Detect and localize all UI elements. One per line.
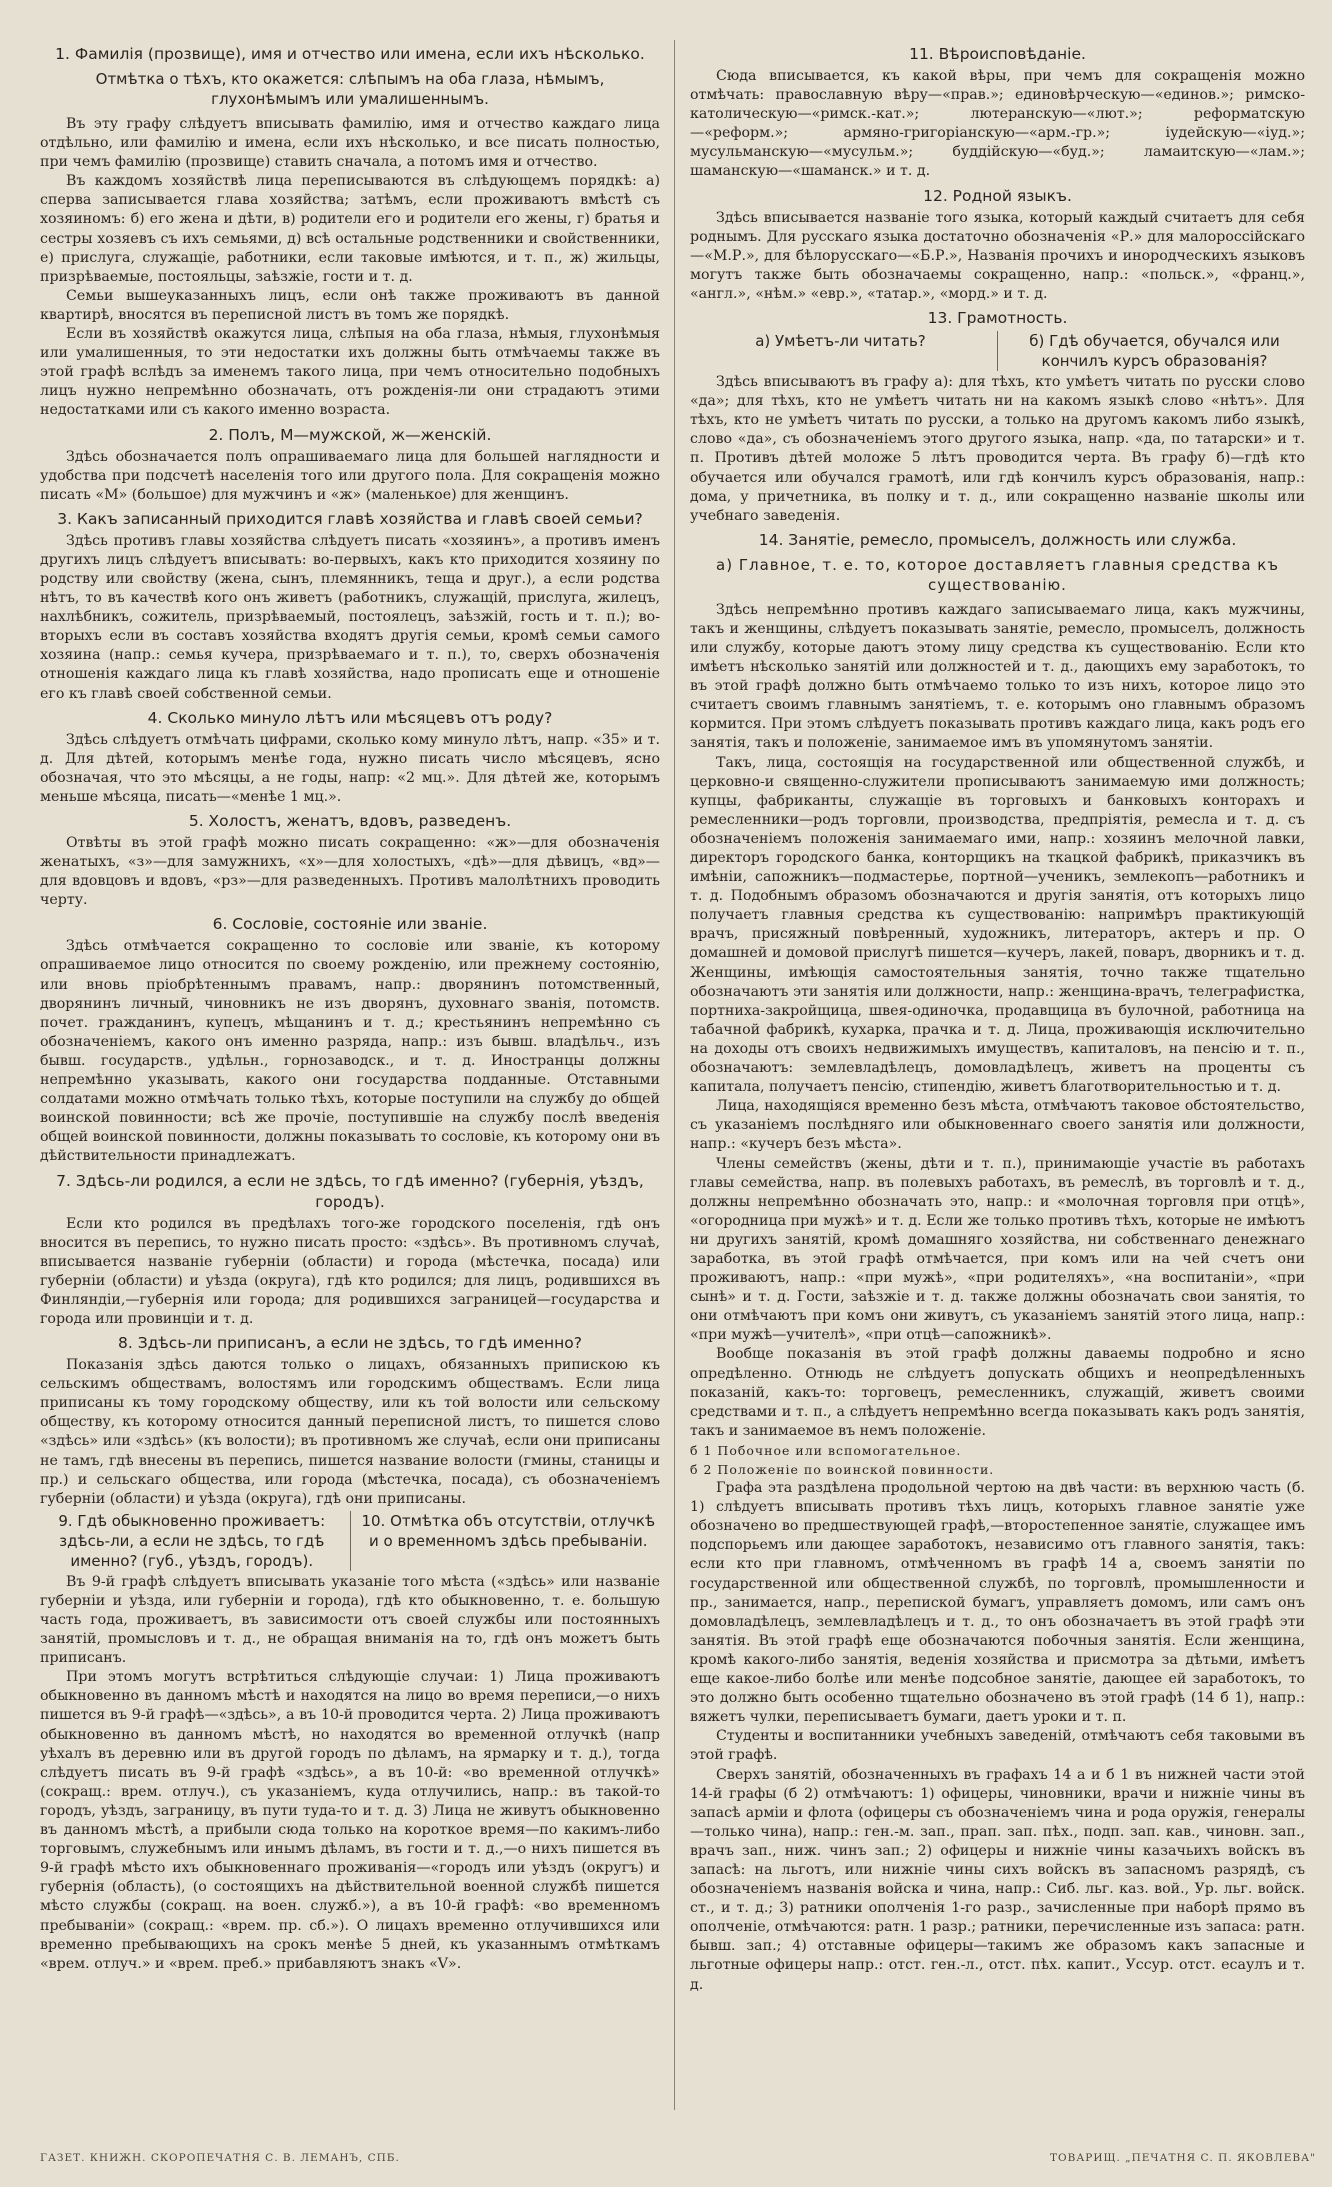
- printer-imprint-right: ТОВАРИЩ. „ПЕЧАТНЯ С. П. ЯКОВЛЕВА": [1050, 2152, 1316, 2164]
- section-6-title: 6. Сословіе, состояніе или званіе.: [212, 915, 488, 934]
- paragraph: Здѣсь противъ главы хозяйства слѣдуетъ писать «хозяинъ», а противъ именъ другихъ лицъ слѣдуетъ вписывать: во-первыхъ, какъ кто приходится хозяину по родству или свойству (жена, сынъ, племянникъ, теща и друг.), а если родства нѣтъ, то въ качествѣ кого онъ живетъ (работникъ, служащій, прислуга, жилецъ, нахлѣбникъ, сожитель, призрѣваемый, постоялецъ, заѣзжій, гость и т. п.); во-вторыхъ если въ составъ хозяйства входятъ другія семьи, кромѣ семьи самого хозяина (напр.: семья кучера, призрѣваемаго и т. п.), то, сверхъ обозначенія отношенія каждаго лица къ главѣ хозяйства, надо прописать еще и отношеніе его къ главѣ своей собственной семьи.: [40, 532, 660, 702]
- paragraph: Такъ, лица, состоящія на государственной или общественной службѣ, и церковно-и священно-служители прописываютъ занимаемую ими должность; купцы, фабриканты, служащіе въ торговыхъ и банковыхъ конторахъ и ремесленники—родъ торговли, производства, предпріятія, ремесла и т. д. съ обозначеніемъ положенія занимаемаго ими, напр.: хозяинъ мелочной лавки, директоръ городского банка, конторщикъ на ткацкой фабрикѣ, приказчикъ въ имѣніи, сапожникъ—подмастерье, портной—ученикъ, землекопъ—работникъ и т. д. Подобнымъ образомъ обозначаются и другія занятія, отъ которыхъ лицо получаетъ главныя средства къ существованію: напримѣръ практикующій врачъ, присяжный повѣренный, художникъ, литераторъ, актеръ и пр. О домашней и домовой прислугѣ пишется—кучеръ, лакей, поваръ, дворникъ и т. д. Женщины, имѣющія самостоятельныя занятія, точно также тщательно обозначаютъ эти занятія или должности, напр.: женщина-врачъ, телеграфистка, портниха-закройщица, швея-одиночка, продавщица въ булочной, работница на табачной фабрикѣ, кухарка, прачка и т. д. Лица, проживающія исключительно на доходы отъ своихъ недвижимыхъ имуществъ, капиталовъ, на пенсію и т. п., обозначаютъ: землевладѣлецъ, домовладѣлецъ, живетъ на проценты съ капитала, получаетъ пенсію, стипендію, живетъ благотворительностью и т. д.: [690, 754, 1305, 1096]
- paragraph: Отвѣты въ этой графѣ можно писать сокращенно: «ж»—для обозначенія женатыхъ, «з»—для замужнихъ, «х»—для холостыхъ, «дѣ»—для дѣвицъ, «вд»—для вдовцовъ и вдовъ, «рз»—для разведенныхъ. Противъ малолѣтнихъ проводить черту.: [40, 835, 660, 909]
- section-4-title: 4. Сколько минуло лѣтъ или мѣсяцевъ отъ роду?: [147, 708, 553, 727]
- left-column: [40, 40, 660, 2120]
- section-3-title: 3. Какъ записанный приходится главѣ хозяйства и главѣ своей семьи?: [57, 509, 643, 528]
- section-9-10-header: [40, 1511, 660, 1571]
- section-11-title: 11. Вѣроисповѣданіе.: [909, 45, 1086, 63]
- paragraph: Въ каждомъ хозяйствѣ лица переписываются въ слѣдующемъ порядкѣ: а) сперва записывается глава хозяйства; затѣмъ, если проживаютъ вмѣстѣ съ хозяиномъ: б) его жена и дѣти, в) родители его и родители его жены, г) братья и сестры хозяевъ съ ихъ семьями, д) всѣ остальные родственники и свойственники, е) прислуга, служащіе, работники, если таковые имѣются, и т. п., ж) жильцы, призрѣваемые, постояльцы, заѣзжіе, гости и т. д.: [40, 173, 660, 285]
- paragraph: Здѣсь вписываютъ въ графу а): для тѣхъ, кто умѣетъ читать по русски слово «да»; для тѣхъ, кто не умѣетъ читать ни на какомъ языкѣ слово «нѣтъ». Для тѣхъ, кто не умѣетъ читать по русски, а только на другомъ какомъ либо языкѣ, слово «да», съ обозначеніемъ этого другого языка, напр. «да, по татарски» и т. п. Противъ дѣтей моложе 5 лѣтъ проводится черта. Въ графу б)—гдѣ кто обучается или обучался грамотѣ, или гдѣ кончилъ курсъ образованія, напр.: дома, у причетника, въ полку и т. д., или сокращенно названіе школы или учебнаго заведенія.: [690, 374, 1305, 524]
- section-1-title: 1. Фамилія (прозвище), имя и отчество или имена, если ихъ нѣсколько.: [55, 45, 645, 63]
- section-2-title: 2. Полъ, М—мужской, ж—женскій.: [208, 425, 492, 444]
- paragraph: Если въ хозяйствѣ окажутся лица, слѣпыя на оба глаза, нѣмыя, глухонѣмыя или умалишенныя, то эти недостатки ихъ должны быть отмѣчаемы также въ этой графѣ вслѣдъ за именемъ такого лица, при чемъ относительно подобныхъ лицъ нужно непремѣнно обозначать, отъ рожденія-ли они страдаютъ этими недостатками или съ какого именно возраста.: [40, 326, 660, 419]
- paragraph: Здѣсь обозначается полъ опрашиваемаго лица для большей наглядности и удобства при подсчетѣ населенія того или другого пола. Для сокращенія можно писать «М» (большое) для мужчинъ и «ж» (маленькое) для женщинъ.: [40, 448, 660, 503]
- section-14-title: 14. Занятіе, ремесло, промыселъ, должность или служба.: [758, 530, 1237, 549]
- printer-imprint-left: ГАЗЕТ. КНИЖН. СКОРОПЕЧАТНЯ С. В. ЛЕМАНЪ, СПБ.: [40, 2152, 400, 2164]
- paragraph: При этомъ могутъ встрѣтиться слѣдующіе случаи: 1) Лица проживаютъ обыкновенно въ данномъ мѣстѣ и находятся на лицо во время переписи,—о нихъ пишется въ 9-й графѣ—«здѣсь», а въ 10-й проводится черта. 2) Лица проживаютъ обыкновенно въ данномъ мѣстѣ, но находятся во временной отлучкѣ (напр уѣхалъ въ деревню или въ другой городъ по дѣламъ, на ярмарку и т. д.), тогда слѣдуетъ писать въ 9-й графѣ «здѣсь», а въ 10-й: «во временной отлучкѣ» (сокращ.: врем. отлуч.), съ указаніемъ, куда отлучились, напр.: въ такой-то городъ, уѣздъ, заграницу, въ пути туда-то и т. д. 3) Лица не живутъ обыкновенно въ данномъ мѣстѣ, а прибыли сюда только на короткое время—по какимъ-либо торговымъ, служебнымъ или инымъ дѣламъ, въ гости и т. д.,—о нихъ пишется въ 9-й графѣ мѣсто ихъ обыкновеннаго проживанія—«городъ или уѣздъ (округъ) и губернія (область), (о состоящихъ на дѣйствительной военной службѣ пишется мѣсто службы (сокращ. на воен. служб.»), а въ 10-й графѣ: «во временномъ пребываніи» (сокращ.: «врем. пр. сб.»). О лицахъ временно отлучившихся или временно пребывающихъ на срокъ менѣе 5 дней, къ указаннымъ отмѣткамъ «врем. отлуч.» и «врем. преб.» прибавляютъ знакъ «V».: [40, 1669, 660, 1972]
- right-column: [690, 40, 1305, 2120]
- section-14-b2: б 2 Положеніе по воинской повинности.: [690, 1462, 995, 1477]
- section-13-subheader: [690, 331, 1305, 371]
- paragraph: Здѣсь слѣдуетъ отмѣчать цифрами, сколько кому минуло лѣтъ, напр. «35» и т. д. Для дѣтей, которымъ менѣе года, нужно писать число мѣсяцевъ, ясно обозначая, что это мѣсяцы, а не годы, напр: «2 мц.». Для дѣтей же, которымъ меньше мѣсяца, писать—«менѣе 1 мц.».: [40, 731, 660, 805]
- paragraph: Въ 9-й графѣ слѣдуетъ вписывать указаніе того мѣста («здѣсь» или названіе губерніи и уѣзда, или губерніи и города), гдѣ кто обыкновенно, т. е. большую часть года, проживаетъ, въ зависимости отъ своей службы или постоянныхъ занятій, промысловъ и т. д., не обращая вниманія на то, гдѣ онъ можетъ быть приписанъ.: [40, 1573, 660, 1667]
- paragraph: Въ эту графу слѣдуетъ вписывать фамилію, имя и отчество каждаго лица отдѣльно, или фамилію и имена, если ихъ нѣсколько, и все писать полностью, при чемъ фамилію (прозвище) ставить сначала, а потомъ имя и отчество.: [40, 116, 660, 171]
- section-13-a: а) Умѣетъ-ли читать?: [690, 331, 998, 371]
- column-divider: [674, 40, 675, 2110]
- section-7-title: 7. Здѣсь-ли родился, а если не здѣсь, то гдѣ именно? (губернія, уѣздъ, городъ).: [56, 1171, 644, 1211]
- section-10-title: 10. Отмѣтка объ отсутствіи, отлучкѣ и о временномъ здѣсь пребываніи.: [361, 1511, 656, 1550]
- paragraph: Сверхъ занятій, обозначенныхъ въ графахъ 14 а и б 1 въ нижней части этой 14-й графы (б 2) отмѣчаютъ: 1) офицеры, чиновники, врачи и нижніе чины въ запасѣ арміи и флота (офицеры съ обозначеніемъ чина и рода оружія, генералы—только чина), напр.: ген.-м. зап., прап. зап. пѣх., подп. зап. кав., чиновн. зап., врачъ зап., ниж. чинъ зап.; 2) офицеры и нижніе чины казачьихъ войскъ въ запасѣ: на льготъ, или нижніе чины сихъ войскъ въ запасномъ разрядѣ, съ обозначеніемъ названія войска и чина, напр.: Сиб. льг. каз. вой., Ур. льг. войск. ст., и т. д.; 3) ратники ополченія 1-го разр., зачисленные при наборѣ прямо въ ополченіе, отмѣчаются: ратн. 1 разр.; ратники, перечисленные изъ запаса: ратн. бывш. зап.; 4) отставные офицеры—такимъ же образомъ какъ запасные и льготные офицеры напр.: отст. ген.-л., отст. пѣх. капит., Уссур. отст. есаулъ и т. д.: [690, 1766, 1305, 1993]
- section-14-subtitle: а) Главное, т. е. то, которое доставляетъ главныя средства къ существованію.: [716, 555, 1279, 594]
- paragraph: Графа эта раздѣлена продольной чертою на двѣ части: въ верхнюю часть (б. 1) слѣдуетъ вписывать противъ тѣхъ лицъ, которыхъ главное занятіе уже обозначено во предшествующей графѣ,—второстепенное занятіе, служащее имъ подспорьемъ или дающее заработокъ, независимо отъ главного занятія, такъ: если кто при главномъ, отмѣченномъ въ графѣ 14 а, своемъ занятіи по государственной или общественной службѣ, по торговлѣ, промышленности и пр., занимается, напр., перепиской бумагъ, управляетъ домомъ, или самъ онъ домовладѣлецъ, землевладѣлецъ и т. д., то онъ обозначаетъ въ этой графѣ эти занятія. Въ этой графѣ еще обозначаются побочныя занятія. Если женщина, кромѣ какого-либо занятія, веденія хозяйства и присмотра за дѣтьми, имѣетъ еще какое-либо болѣе или менѣе подсобное занятіе, дающее ей заработокъ, то это должно быть особенно тщательно обозначено въ этой графѣ (14 б 1), напр.: вяжетъ чулки, переписываетъ бумаги, даетъ уроки и т. п.: [690, 1480, 1305, 1726]
- section-5-title: 5. Холостъ, женатъ, вдовъ, разведенъ.: [188, 812, 512, 830]
- paragraph: Здѣсь отмѣчается сокращенно то сословіе или званіе, къ которому опрашиваемое лицо относится по своему рожденію, или прежнему состоянію, или вновь пріобрѣтеннымъ правамъ, напр.: дворянинъ потомственный, дворянинъ личный, чиновникъ не изъ дворянъ, духовнаго званія, потомств. почет. гражданинъ, купецъ, мѣщанинъ и т. д.; крестьянинъ непремѣнно съ обозначеніемъ, какого онъ именно разряда, напр.: изъ бывш. владѣльч., изъ бывш. государств., удѣльн., горнозаводск., и т. д. Иностранцы должны непремѣнно указывать, какого они государства подданные. Отставными солдатами можно отмѣчать только тѣхъ, которые поступили на службу до общей воинской повинности; всѣ же прочіе, поступившіе на службу послѣ введенія общей воинской повинности, должны показывать то сословіе, къ которому они въ дѣйствительности принадлежатъ.: [40, 938, 660, 1165]
- paragraph: Вообще показанія въ этой графѣ должны даваемы подробно и ясно опредѣленно. Отнюдь не слѣдуетъ допускать общихъ и неопредѣленныхъ показаній, какъ-то: торговецъ, ремесленникъ, служащій, живетъ своими средствами и т. п., а слѣдуетъ непремѣнно всегда показывать какъ родъ занятія, такъ и занимаемое въ немъ положеніе.: [690, 1346, 1305, 1439]
- paragraph: Члены семействъ (жены, дѣти и т. п.), принимающіе участіе въ работахъ главы семейства, напр. въ полевыхъ работахъ, въ ремеслѣ, въ торговлѣ и т. д., должны непремѣнно обозначать это, напр.: и «молочная торговля при отцѣ», «огородница при мужѣ» и т. д. Если же только противъ тѣхъ, которые не имѣютъ ни другихъ занятій, кромѣ домашняго хозяйства, ни собственнаго денежнаго заработка, въ этой графѣ отмѣчается, при комъ или на чей счетъ они проживаютъ, напр.: «при мужѣ», «при родителяхъ», «на воспитаніи», «при сынѣ» и т. д. Гости, заѣзжіе и т. д. также должны обозначать свои занятія, то они отмѣчаютъ при комъ они живутъ, съ указаніемъ занятій этого лица, напр.: «при мужѣ—учителѣ», «при отцѣ—сапожникѣ».: [690, 1155, 1305, 1344]
- section-13-title: 13. Грамотность.: [927, 309, 1068, 328]
- section-12-title: 12. Родной языкъ.: [923, 186, 1072, 205]
- paragraph: Показанія здѣсь даются только о лицахъ, обязанныхъ припискою къ сельскимъ обществамъ, волостямъ или городскимъ обществамъ. Если лица приписаны къ тому городскому обществу, или къ той волости или сельскому обществу, къ которому относится данный переписной листъ, то пишется слово «здѣсь» или «здѣсь» (къ волости); въ противномъ же случаѣ, если они приписаны не тамъ, гдѣ внесены въ перепись, пишется название волости (гмины, станицы и пр.) и сельскаго общества, или города (мѣстечка, посада), съ обозначеніемъ губерніи (области) и уѣзда (округа), гдѣ они приписаны.: [40, 1357, 660, 1507]
- section-8-title: 8. Здѣсь-ли приписанъ, а если не здѣсь, то гдѣ именно?: [118, 1334, 582, 1353]
- paragraph: Сюда вписывается, къ какой вѣры, при чемъ для сокращенія можно отмѣчать: православную вѣру—«прав.»; единовѣрческую—«единов.»; римско-католическую—«римск.-кат.»; лютеранскую—«лют.»; реформатскую—«реформ.»; армяно-григоріанскую—«арм.-гр.»; іудейскую—«іуд.»; мусульманскую—«мусульм.»; буддійскую—«буд.»; ламаитскую—«лам.»; шаманскую—«шаманск.» и т. д.: [690, 68, 1305, 180]
- section-14-b1: б 1 Побочное или вспомогательное.: [690, 1442, 962, 1458]
- section-13-b: б) Гдѣ обучается, обучался или кончилъ курсъ образованія?: [1029, 332, 1280, 371]
- paragraph: Семьи вышеуказанныхъ лицъ, если онѣ также проживаютъ въ данной квартирѣ, вносятся въ переписной листъ въ томъ же порядкѣ.: [40, 287, 660, 323]
- paragraph: Студенты и воспитанники учебныхъ заведеній, отмѣчаютъ себя таковыми въ этой графѣ.: [690, 1728, 1305, 1764]
- section-9-title: 9. Гдѣ обыкновенно проживаетъ: здѣсь-ли, а если не здѣсь, то гдѣ именно? (губ., уѣздъ, городъ).: [40, 1511, 351, 1571]
- paragraph: Если кто родился въ предѣлахъ того-же городского поселенія, гдѣ онъ вносится въ перепись, то нужно писать просто: «здѣсь». Въ противномъ случаѣ, вписывается названіе губерніи (области) и города (мѣстечка, посада) или губерніи (области) и уѣзда (округа), гдѣ кто родился; для лицъ, родившихся въ Финляндіи,—губернія или города; для родившихся заграницей—государства и города или провинціи и т. д.: [40, 1215, 660, 1327]
- paragraph: Лица, находящіяся временно безъ мѣста, отмѣчаютъ таковое обстоятельство, съ указаніемъ послѣдняго или обыкновеннаго своего занятія или должности, напр.: «кучеръ безъ мѣста».: [690, 1098, 1305, 1153]
- section-1-subtitle: Отмѣтка о тѣхъ, кто окажется: слѣпымъ на оба глаза, нѣмымъ, глухонѣмымъ или умалишеннымъ.: [95, 70, 605, 108]
- paragraph: Здѣсь вписывается названіе того языка, который каждый считаетъ для себя роднымъ. Для русскаго языка достаточно обозначенія «Р.» для малороссійскаго—«М.Р.», для бѣлорусскаго—«Б.Р.», Названія прочихъ и инородческихъ языковъ могутъ также быть обозначаемы сокращенно, напр.: «польск.», «франц.», «англ.», «нѣм.» «евр.», «татар.», «морд.» и т. д.: [690, 209, 1305, 302]
- paragraph: Здѣсь непремѣнно противъ каждаго записываемаго лица, какъ мужчины, такъ и женщины, слѣдуетъ показывать занятіе, ремесло, промыселъ, должность или службу, которые даютъ этому лицу средства къ существованію. Если кто имѣетъ нѣсколько занятій или должностей и т. д., дающихъ ему заработокъ, то въ этой графѣ должно быть отмѣчаемо только то изъ нихъ, которое лицо это считаетъ своимъ главнымъ занятіемъ, т. е. которымъ оно главнымъ образомъ кормится. При этомъ слѣдуетъ показывать противъ каждаго лица, какъ родъ его занятія, такъ и положеніе, занимаемое имъ въ упомянутомъ занятіи.: [690, 601, 1305, 752]
